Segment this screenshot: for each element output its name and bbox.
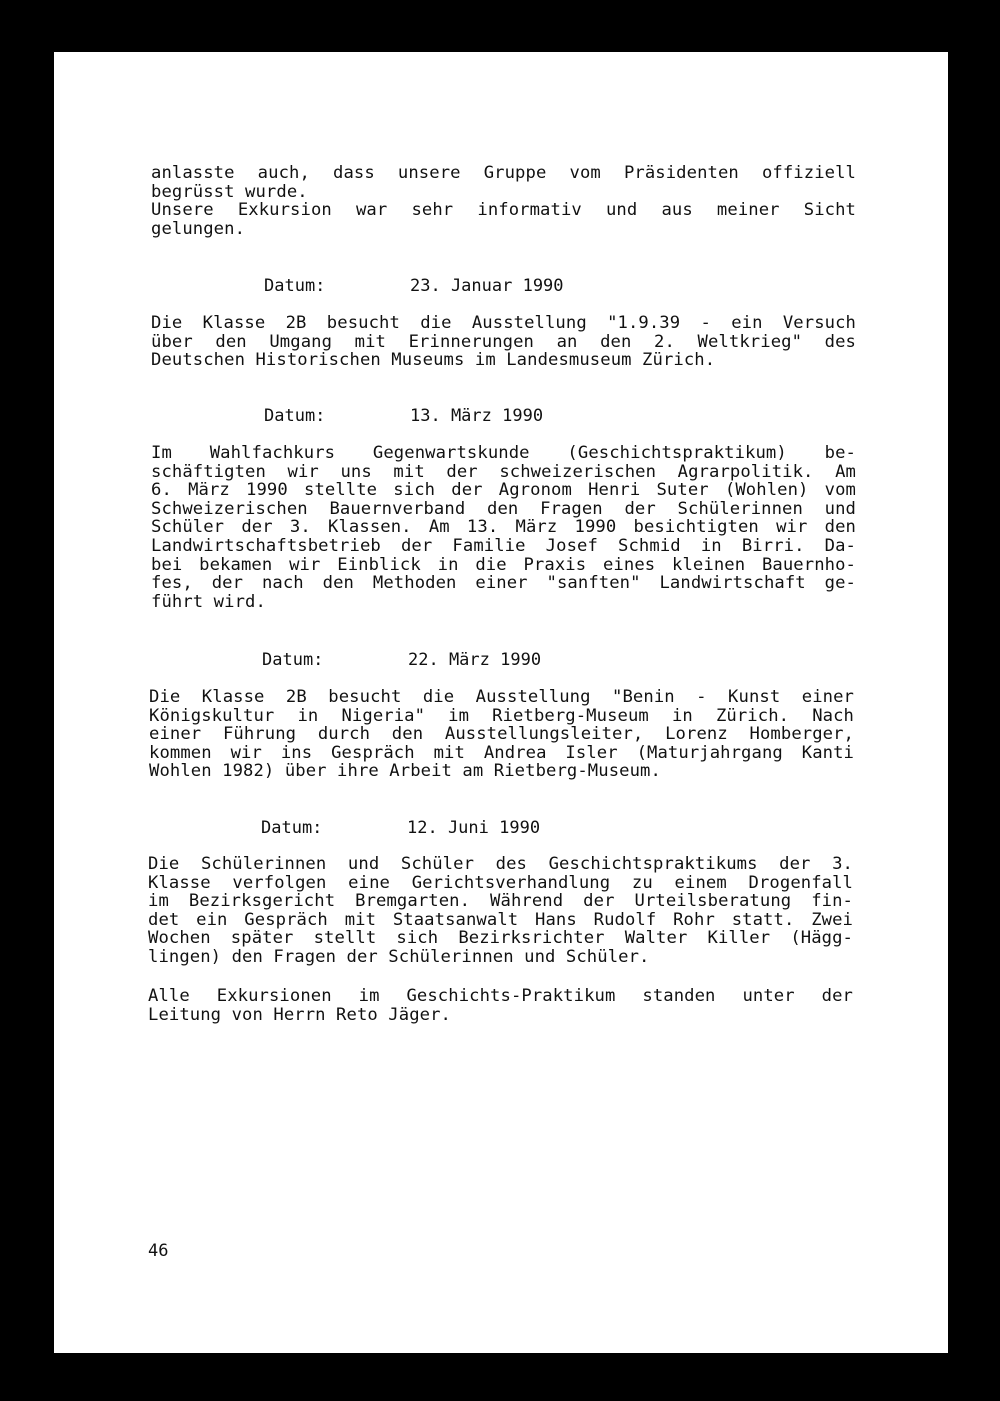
text-line: gelungen. [151,218,246,239]
paragraph-ausstellung-1939 [151,314,856,370]
page-number: 46 [148,1241,169,1261]
text-line: Schweizerischen Bauernverband den Fragen der Schülerinnen und [151,498,856,519]
text-line: bei bekamen wir Einblick in die Praxis eines kleinen Bauernho- [151,554,856,575]
text-line: kommen wir ins Gespräch mit Andrea Isler (Maturjahrgang Kanti [149,742,854,763]
text-line: einer Führung durch den Ausstellungsleiter, Lorenz Homberger, [149,724,854,745]
date-label: Datum: [262,650,324,670]
paragraph-gerichtsverhandlung [148,855,853,967]
text-line: Im Wahlfachkurs Gegenwartskunde (Geschichtspraktikum) be- [151,443,856,463]
date-value: 23. Januar 1990 [410,276,564,296]
paragraph-benin [149,688,854,781]
text-line: Unsere Exkursion war sehr informativ und aus meiner Sicht [151,200,856,221]
date-value: 22. März 1990 [408,650,542,670]
text-line: det ein Gespräch mit Staatsanwalt Hans Rudolf Rohr statt. Zwei [148,909,853,930]
text-line: Schüler der 3. Klassen. Am 13. März 1990 besichtigten wir den [151,517,856,538]
text-line: Deutschen Historischen Museums im Landesmuseum Zürich. [151,350,716,371]
text-line: fes, der nach den Methoden einer "sanften" Landwirtschaft ge- [151,573,856,594]
text-line: im Bezirksgericht Bremgarten. Während der Urteilsberatung fin- [148,891,853,912]
document-page [54,52,948,1353]
text-line: Klasse verfolgen eine Gerichtsverhandlung zu einem Drogenfall [148,872,853,893]
paragraph-intro [151,164,856,238]
text-line: Leitung von Herrn Reto Jäger. [148,1004,451,1025]
text-line: Die Schülerinnen und Schüler des Geschichtspraktikums der 3. [148,854,853,874]
text-line: anlasste auch, dass unsere Gruppe vom Präsidenten offiziell [151,163,856,183]
text-line: über den Umgang mit Erinnerungen an den 2. Weltkrieg" des [151,331,856,352]
paragraph-leitung [148,987,853,1024]
text-line: Königskultur in Nigeria" im Rietberg-Museum in Zürich. Nach [149,705,854,726]
text-line: 6. März 1990 stellte sich der Agronom Henri Suter (Wohlen) vom [151,480,856,501]
text-line: schäftigten wir uns mit der schweizerischen Agrarpolitik. Am [151,461,856,482]
text-line: Wochen später stellt sich Bezirksrichter Walter Killer (Hägg- [148,928,853,949]
date-value: 12. Juni 1990 [407,818,541,838]
text-line: Die Klasse 2B besucht die Ausstellung "Benin - Kunst einer [149,687,854,707]
paragraph-agrarpolitik [151,444,856,611]
text-line: lingen) den Fragen der Schülerinnen und Schüler. [148,946,650,967]
text-line: Wohlen 1982) über ihre Arbeit am Rietberg-Museum. [149,761,661,782]
text-line: führt wird. [151,591,266,612]
text-line: Alle Exkursionen im Geschichts-Praktikum standen unter der [148,986,853,1006]
date-label: Datum: [264,276,326,296]
date-label: Datum: [261,818,323,838]
text-line: Die Klasse 2B besucht die Ausstellung "1.9.39 - ein Versuch [151,313,856,333]
text-line: begrüsst wurde. [151,181,308,202]
date-label: Datum: [264,406,326,426]
text-line: Landwirtschaftsbetrieb der Familie Josef Schmid in Birri. Da- [151,535,856,556]
date-value: 13. März 1990 [410,406,544,426]
